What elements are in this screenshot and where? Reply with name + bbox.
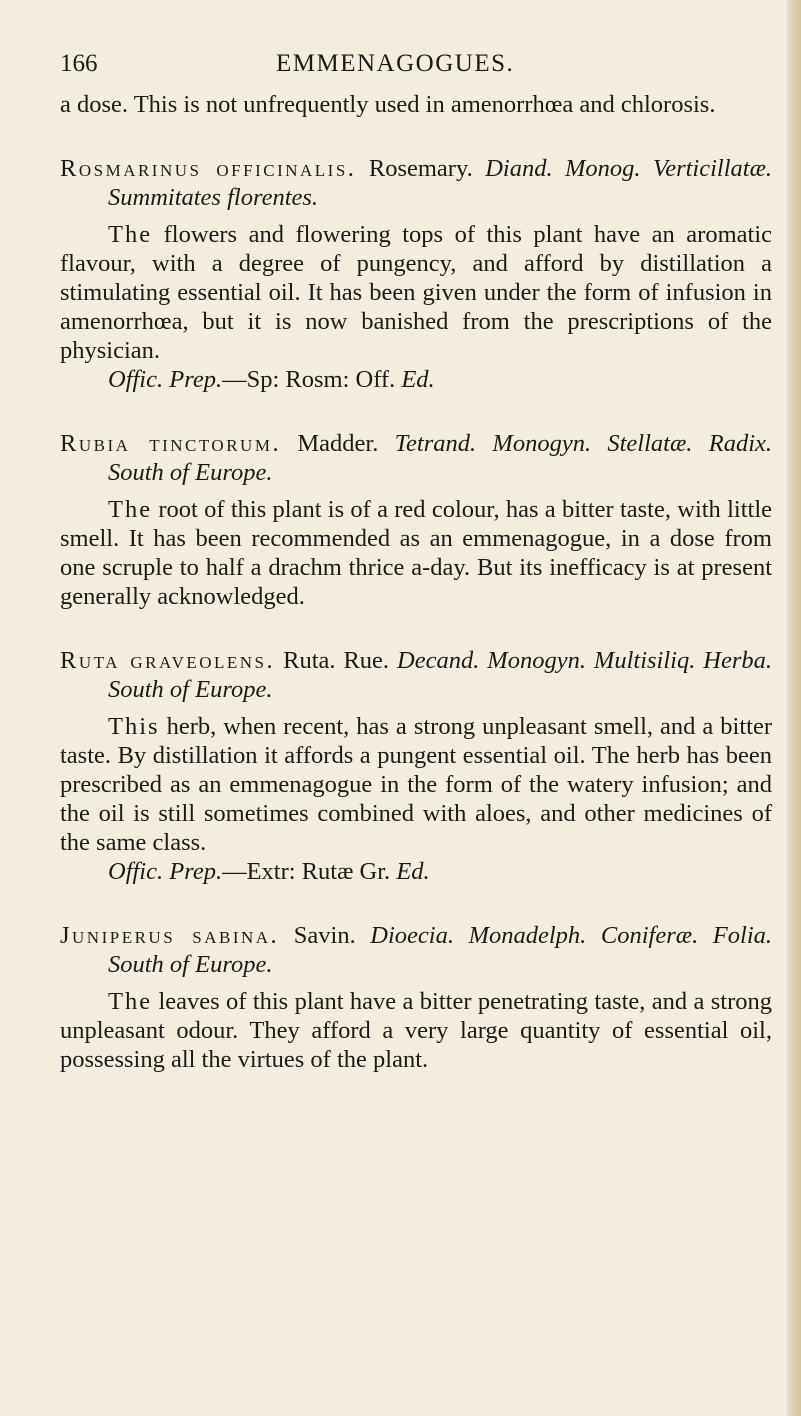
common-name: Savin. [293, 922, 356, 949]
officinal-edition: Ed. [401, 366, 435, 393]
common-name: Rosemary. [368, 155, 473, 182]
classification: Decand. Monogyn. Multisiliq. Herba. South of Europe. [108, 647, 773, 703]
page-number: 166 [60, 50, 98, 77]
running-header [60, 50, 772, 90]
running-title: EMMENAGOGUES. [276, 50, 515, 77]
description-text: leaves of this plant have a bitter penetrating taste, and a strong unpleasant odour. They afford a very large quantity of essential oil, possessing all the virtues of the plant. [60, 988, 773, 1073]
entry-heading [60, 154, 772, 212]
lead-word: The [108, 496, 153, 523]
botanical-name: Rubia tinctorum. [60, 430, 282, 457]
botanical-name: Juniperus sabina. [60, 922, 280, 949]
classification: Dioecia. Monadelph. Coniferæ. Folia. South of Europe. [108, 922, 772, 978]
entry-description [60, 987, 772, 1074]
page-edge [787, 0, 801, 1416]
description-text: flowers and flowering tops of this plant have an aromatic flavour, with a degree of pungency, and afford by distillation a stimulating essential oil. It has been given under the form of infusion in amenorrhœa, but it is now banished from the prescriptions of the physician. [60, 221, 773, 364]
entry-ruta [60, 646, 772, 886]
entry-description [60, 495, 772, 611]
officinal-preparations [60, 365, 772, 394]
entry-description [60, 220, 772, 365]
book-page [60, 50, 772, 1074]
officinal-edition: Ed. [396, 858, 430, 885]
botanical-name: Rosmarinus officinalis. [60, 155, 357, 182]
entry-heading [60, 646, 772, 704]
intro-paragraph: a dose. This is not unfrequently used in amenorrhœa and chlorosis. [60, 91, 716, 118]
lead-word: The [108, 221, 153, 248]
entry-description [60, 712, 772, 857]
entry-juniperus [60, 921, 772, 1074]
officinal-preparations [60, 857, 772, 886]
entry-heading [60, 921, 772, 979]
lead-word: This [108, 713, 160, 740]
officinal-text: —Sp: Rosm: Off. [222, 366, 396, 393]
entry-rubia [60, 429, 772, 611]
officinal-label: Offic. Prep. [108, 366, 223, 393]
classification: Tetrand. Monogyn. Stellatæ. Radix. South of Europe. [108, 430, 772, 486]
entry-rosmarinus [60, 154, 772, 394]
classification: Diand. Monog. Verticillatæ. Summitates florentes. [108, 155, 773, 211]
botanical-name: Ruta graveolens. [60, 647, 276, 674]
officinal-text: —Extr: Rutæ Gr. [222, 858, 391, 885]
entry-heading [60, 429, 772, 487]
description-text: herb, when recent, has a strong unpleasant smell, and a bitter taste. By distillation it affords a pungent essential oil. The herb has been prescribed as an emmenagogue in the form of the watery infusion; and the oil is still sometimes combined with aloes, and other medicines of the same class. [60, 713, 773, 856]
common-name: Ruta. Rue. [283, 647, 390, 674]
lead-word: The [108, 988, 153, 1015]
common-name: Madder. [297, 430, 379, 457]
officinal-label: Offic. Prep. [108, 858, 223, 885]
description-text: root of this plant is of a red colour, has a bitter taste, with little smell. It has been recommended as an emmenagogue, in a dose from one scruple to half a drachm thrice a-day. But its inefficacy is at present generally acknowledged. [60, 496, 772, 610]
